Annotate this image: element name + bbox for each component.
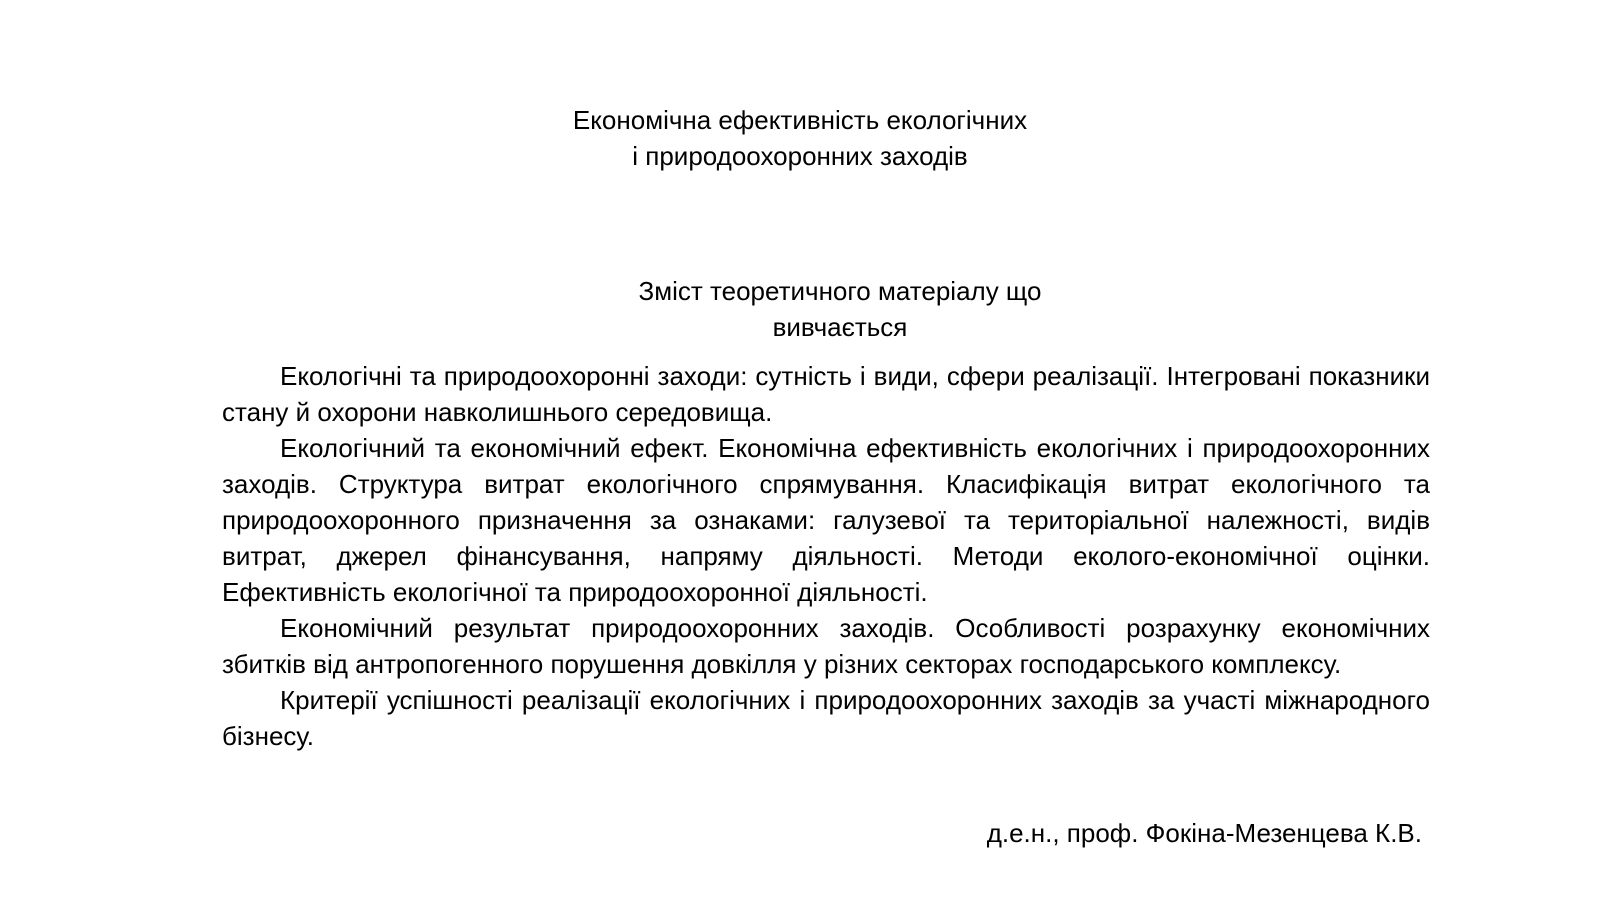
paragraph-3: Економічний результат природоохоронних заходів. Особливості розрахунку економічних збитків від антропогенного порушення довкілля у різних секторах господарського комплексу. xyxy=(222,613,1430,679)
paragraph-1: Екологічні та природоохоронні заходи: сутність і види, сфери реалізації. Інтегровані показники стану й охорони навколишнього середовища. xyxy=(222,361,1430,427)
paragraph-2: Екологічний та економічний ефект. Економічна ефективність екологічних і природоохоронних заходів. Структура витрат екологічного спрямування. Класифікація витрат екологічного та природоохоронного призначення за ознаками: галузевої та територіальної належності, видів витрат, джерел фінансування, напряму діяльності. Методи еколого-економічної оцінки. Ефективність екологічної та природоохоронної діяльності. xyxy=(222,433,1430,607)
document-title xyxy=(400,102,1200,174)
subtitle-line-1: Зміст теоретичного матеріалу що xyxy=(638,276,1042,306)
section-heading xyxy=(540,273,1140,345)
author-signature: д.е.н., проф. Фокіна-Мезенцева К.В. xyxy=(986,818,1422,848)
body-text xyxy=(222,358,1430,754)
title-line-2: і природоохоронних заходів xyxy=(632,141,968,171)
subtitle-line-2: вивчається xyxy=(772,312,908,342)
paragraph-4: Критерії успішності реалізації екологічних і природоохоронних заходів за участі міжнародного бізнесу. xyxy=(222,685,1430,751)
title-line-1: Економічна ефективність екологічних xyxy=(572,105,1028,135)
